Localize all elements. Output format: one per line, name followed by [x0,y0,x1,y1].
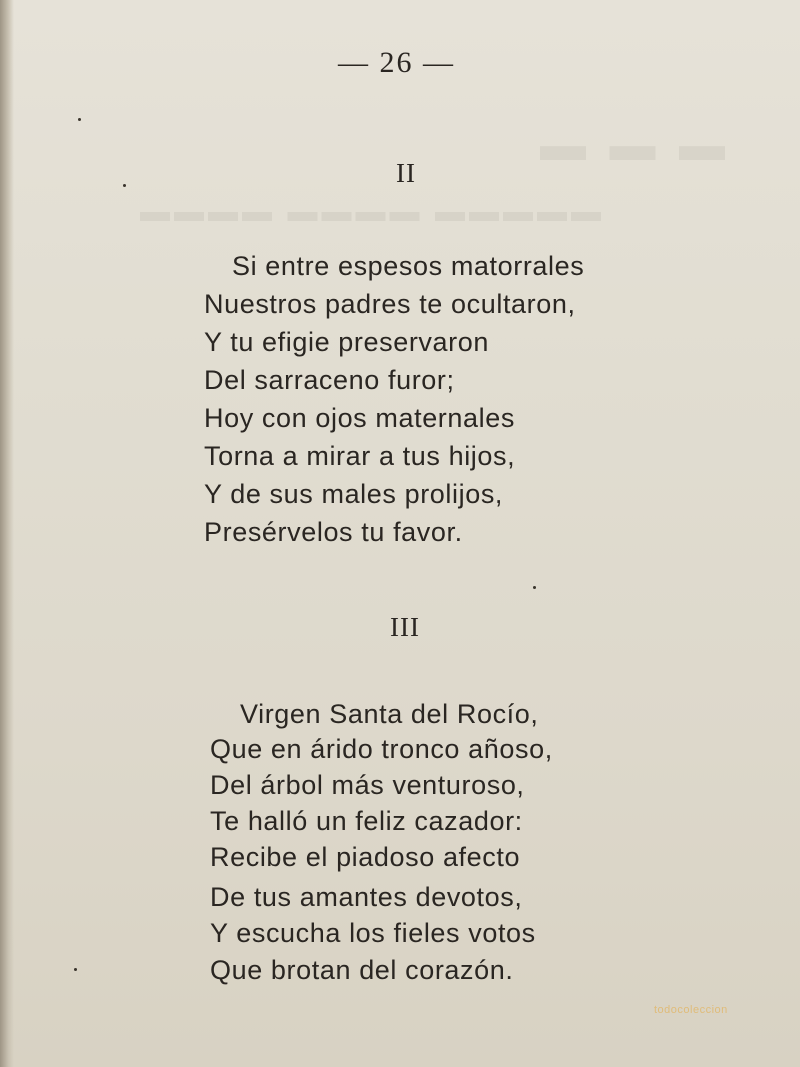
watermark: todocoleccion [654,1004,728,1016]
verse-line: Y de sus males prolijos, [204,479,504,509]
section-number-iii: III [390,612,420,642]
verse-line: Recibe el piadoso afecto [210,842,521,872]
verse-line: Si entre espesos matorrales [232,251,585,281]
verse-line: Virgen Santa del Rocío, [240,699,539,729]
bleed-through-mark: ▬ ▬ ▬ [540,119,731,170]
paper-speck [78,118,81,121]
section-number-ii: II [396,158,416,188]
verse-line: De tus amantes devotos, [210,882,523,912]
verse-line: Presérvelos tu favor. [204,517,463,547]
paper-speck [123,184,126,187]
verse-line: Hoy con ojos maternales [204,403,515,433]
verse-line: Que en árido tronco añoso, [210,734,553,764]
verse-line: Torna a mirar a tus hijos, [204,441,516,471]
verse-line: Nuestros padres te ocultaron, [204,289,576,319]
page-number: — 26 — [338,46,455,79]
verse-line: Te halló un feliz cazador: [210,806,523,836]
bleed-through-mark: ▬▬▬▬ ▬▬▬▬ ▬▬▬▬▬ [140,195,605,228]
verse-line: Y tu efigie preservaron [204,327,489,357]
verse-line: Del árbol más venturoso, [210,770,525,800]
paper-speck [74,968,77,971]
verse-line: Del sarraceno furor; [204,365,455,395]
paper-speck [533,586,536,589]
verse-line: Y escucha los fieles votos [210,918,536,948]
verse-line: Que brotan del corazón. [210,955,514,985]
page-edge-shadow [0,0,14,1067]
